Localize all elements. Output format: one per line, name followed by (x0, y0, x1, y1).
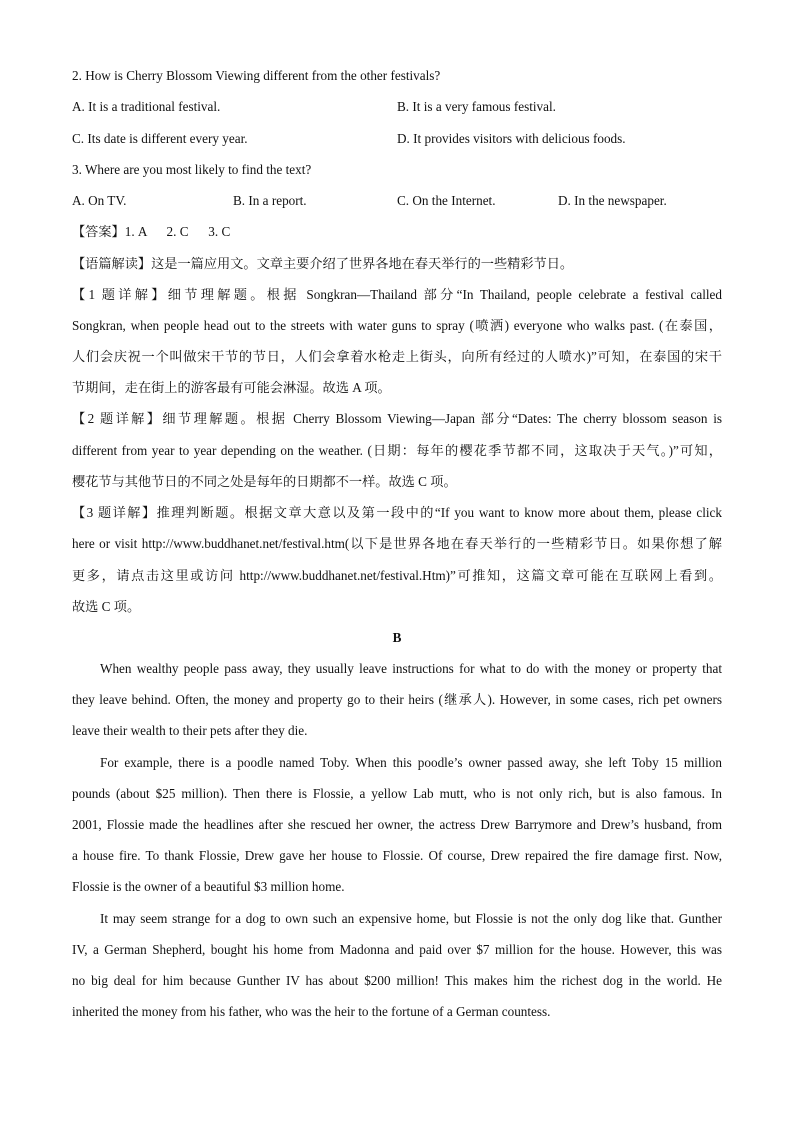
explain1-line: Songkran, when people head out to the streets with water guns to spray (喷洒) everyone who walks past. (在泰国， (72, 318, 722, 333)
q2-option-d: D. It provides visitors with delicious foods. (397, 131, 626, 146)
para3-line: IV, a German Shepherd, bought his home from Madonna and paid over $7 million for the house. However, this was (72, 942, 722, 957)
explain3-line: 【3 题详解】推理判断题。根据文章大意以及第一段中的“If you want to know more about them, please click (72, 505, 722, 520)
explain1-line: 节期间，走在街上的游客最有可能会淋湿。故选 A 项。 (72, 380, 391, 395)
q2-option-b: B. It is a very famous festival. (397, 99, 556, 114)
para3-line: It may seem strange for a dog to own such an expensive home, but Flossie is not the only dog like that. Gunther (100, 911, 722, 926)
para3-line: no big deal for him because Gunther IV has about $200 million! This makes him the richest dog in the world. He (72, 973, 722, 988)
q3-option-c: C. On the Internet. (397, 193, 496, 208)
para2-line: 2001, Flossie made the headlines after she rescued her owner, the actress Drew Barrymore and Drew’s husband, from (72, 817, 722, 832)
question-3: 3. Where are you most likely to find the text? (72, 162, 312, 177)
explain2-line: 【2 题详解】细节理解题。根据 Cherry Blossom Viewing—Japan 部分“Dates: The cherry blossom season is (72, 411, 722, 426)
para2-line: Flossie is the owner of a beautiful $3 million home. (72, 879, 345, 894)
para2-line: pounds (about $25 million). Then there is Flossie, a yellow Lab mutt, who is not only rich, but is also famous. In (72, 786, 722, 801)
q2-option-c: C. Its date is different every year. (72, 131, 248, 146)
analysis-line: 【语篇解读】这是一篇应用文。文章主要介绍了世界各地在春天举行的一些精彩节日。 (72, 256, 574, 271)
para2-line: a house fire. To thank Flossie, Drew gave her house to Flossie. Of course, Drew repaired the fire damage first. Now, (72, 848, 722, 863)
answer-line: 【答案】1. A 2. C 3. C (72, 224, 231, 239)
section-b-heading: B (392, 630, 402, 645)
explain2-line: different from year to year depending on the weather. (日期：每年的樱花季节都不同，这取决于天气。)”可知， (72, 443, 722, 458)
explain3-line: 故选 C 项。 (72, 599, 141, 614)
explain1-line: 【1 题详解】细节理解题。根据 Songkran—Thailand 部分“In Thailand, people celebrate a festival called (72, 287, 722, 302)
explain3-line: 更多，请点击这里或访问 http://www.buddhanet.net/festival.Htm)”可推知，这篇文章可能在互联网上看到。 (72, 568, 722, 583)
question-2: 2. How is Cherry Blossom Viewing different from the other festivals? (72, 68, 441, 83)
para1-line: When wealthy people pass away, they usually leave instructions for what to do with the money or property that (100, 661, 722, 676)
q3-option-a: A. On TV. (72, 193, 127, 208)
q3-option-b: B. In a report. (233, 193, 307, 208)
para3-line: inherited the money from his father, who was the heir to the fortune of a German countess. (72, 1004, 551, 1019)
explain1-line: 人们会庆祝一个叫做宋干节的节日，人们会拿着水枪走上街头，向所有经过的人喷水)”可知，在泰国的宋干 (72, 349, 722, 364)
q2-option-a: A. It is a traditional festival. (72, 99, 221, 114)
q3-option-d: D. In the newspaper. (558, 193, 667, 208)
explain2-line: 樱花节与其他节日的不同之处是每年的日期都不一样。故选 C 项。 (72, 474, 457, 489)
para2-line: For example, there is a poodle named Toby. When this poodle’s owner passed away, she left Toby 15 million (100, 755, 722, 770)
para1-line: they leave behind. Often, the money and property go to their heirs (继承人). However, in some cases, rich pet owners (72, 692, 722, 707)
para1-line: leave their wealth to their pets after they die. (72, 723, 308, 738)
explain3-line: here or visit http://www.buddhanet.net/festival.htm(以下是世界各地在春天举行的一些精彩节日。如果你想了解 (72, 536, 722, 551)
